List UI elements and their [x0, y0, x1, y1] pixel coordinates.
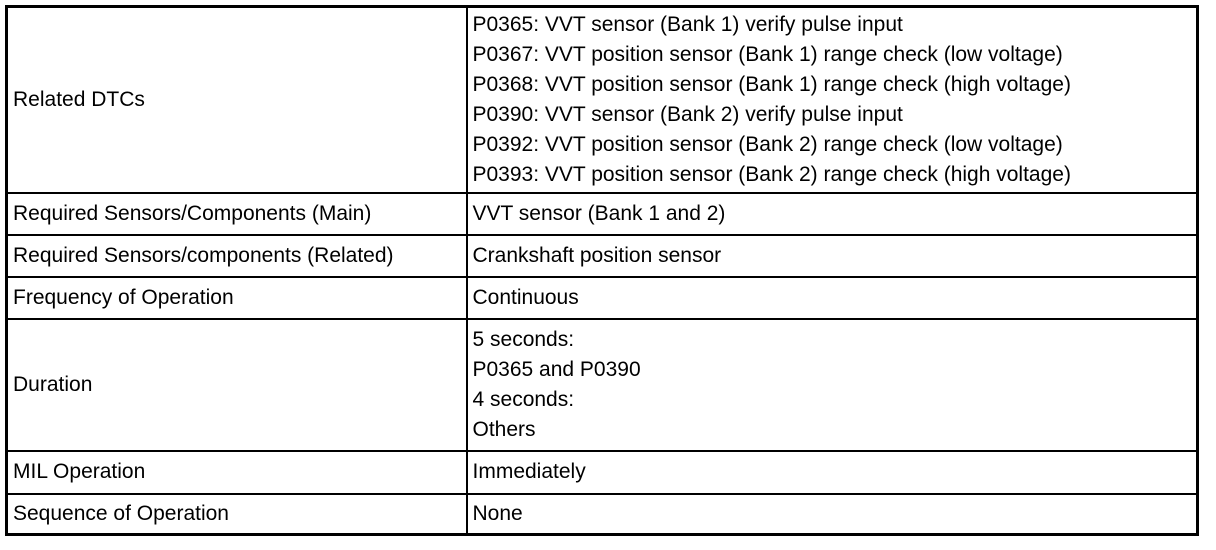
dtc-line: P0365: VVT sensor (Bank 1) verify pulse input: [472, 12, 903, 36]
table-row-main-components: [7, 193, 1198, 235]
dtc-line: P0392: VVT position sensor (Bank 2) range check (low voltage): [472, 132, 1063, 156]
table-row-duration: [7, 319, 1198, 451]
duration-line: Others: [472, 417, 536, 441]
table-row-mil-operation: [7, 451, 1198, 494]
row-label: Duration: [7, 319, 467, 451]
row-value: Continuous: [467, 277, 1198, 319]
row-value: [467, 7, 1198, 193]
dtc-line: P0367: VVT position sensor (Bank 1) range check (low voltage): [472, 42, 1063, 66]
dtc-spec-table: [5, 5, 1199, 536]
row-label: Required Sensors/components (Related): [7, 235, 467, 277]
table-row-sequence: [7, 494, 1198, 535]
row-value: None: [467, 494, 1198, 535]
row-label: Related DTCs: [7, 7, 467, 193]
dtc-line: P0390: VVT sensor (Bank 2) verify pulse input: [472, 102, 903, 126]
dtc-line: P0368: VVT position sensor (Bank 1) range check (high voltage): [472, 72, 1071, 96]
row-value: VVT sensor (Bank 1 and 2): [467, 193, 1198, 235]
table-row-related-dtcs: [7, 7, 1198, 193]
row-label: Sequence of Operation: [7, 494, 467, 535]
duration-line: 5 seconds:: [472, 327, 575, 351]
dtc-line: P0393: VVT position sensor (Bank 2) range check (high voltage): [472, 162, 1071, 186]
duration-line: 4 seconds:: [472, 387, 575, 411]
table-row-related-components: [7, 235, 1198, 277]
duration-line: P0365 and P0390: [472, 357, 641, 381]
row-value: [467, 319, 1198, 451]
row-value: Immediately: [467, 451, 1198, 494]
row-label: Frequency of Operation: [7, 277, 467, 319]
row-label: Required Sensors/Components (Main): [7, 193, 467, 235]
table-row-frequency: [7, 277, 1198, 319]
row-value: Crankshaft position sensor: [467, 235, 1198, 277]
row-label: MIL Operation: [7, 451, 467, 494]
